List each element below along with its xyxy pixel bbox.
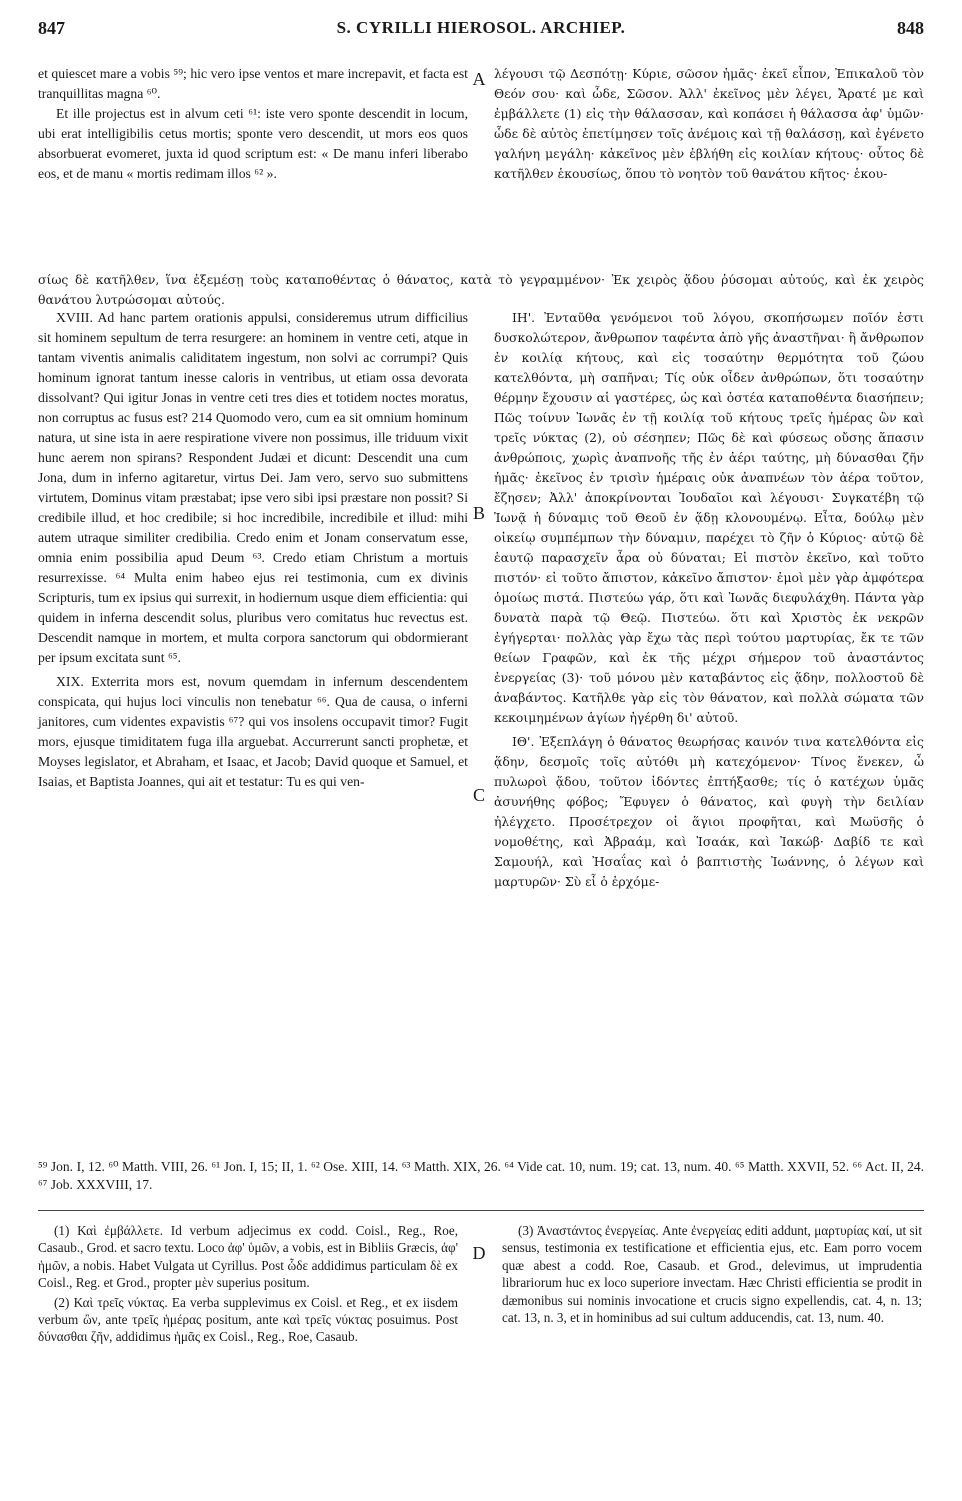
latin-section-xviii: XVIII. Ad hanc partem orationis appulsi, consideremus utrum difficilius sit hominem sepultum de terra resurgere: an hominem in ventre ceti, atque in tantam viventis animalis caliditatem ingestum, non solvi ac corrumpi? Quis hominum ignorat tantum inesse caloris in ventribus, ut etiam ossa devorata dissolvant? Qui igitur Jonas in ventre ceti tres dies et totidem noctes moratus, non corruptus ac fusus est? 214 Quomodo vero, cum ea sit omnium hominum natura, ut sine ista in aere respiratione vivere non possimus, ille triduum vixit hunc aerem non spirans? Respondent Judæi et dicunt: Descendit una cum Jona, dum in inferno agitaretur, virtus Dei. Jam vero, servo suo submittens virtutem, Dominus vitam præstabat; ipse vero sibi ipsi præstare non possit? Si credibile illud, et hoc credibile; si hoc incredibile, incredibile et illud: mihi autem utraque similiter credibilia. Credo enim et Jonam conservatum esse, omnia enim possibilia apud Deum ⁶³. Credo etiam Christum a mortuis resurrexisse. ⁶⁴ Multa enim habeo ejus rei testimonia, cum ex divinis Scripturis, tum ex ipsius qui surrexit, in hodiernum usque diem efficientia: qui quidem in inferna descendit solus, pluribus vero comitatus huc revectus est. Descendit namque in mortem, et multa corpora sanctorum qui obdormierant per ipsum excitata sunt ⁶⁵. [38, 310, 468, 665]
footnote-3: (3) Ἀναστάντος ἐνεργείας. Ante ἐνεργείας editi addunt, μαρτυρίας καί, ut sit sensus, testimonia ex testificatione et efficientia ejus, etc. Eam porro vocem quæ abest a codd. Roe, Casaub. et Grod., delevimus, ut imprudentia librariorum huc ex loco superiore invectam. Hæc Christi efficientia se prodit in dæmonibus sui nominis invocatione et crucis signo expellendis, cat. 4, n. 13; cat. 13, n. 3, et in hominibus ad sui cultum adducendis, cat. 13, num. 40. [502, 1223, 922, 1326]
scripture-references: ⁵⁹ Jon. I, 12. ⁶⁰ Matth. VIII, 26. ⁶¹ Jon. I, 15; II, 1. ⁶² Ose. XIII, 14. ⁶³ Matth. XIX, 26. ⁶⁴ Vide cat. 10, num. 19; cat. 13, num. 40. ⁶⁵ Matth. XXVII, 52. ⁶⁶ Act. II, 24. ⁶⁷ Job. XXXVIII, 17. [38, 1159, 924, 1192]
greek-column-top [494, 64, 924, 184]
greek-section-ith: ΙΘ'. Ἐξεπλάγη ὁ θάνατος θεωρήσας καινόν τινα κατελθόντα εἰς ᾅδην, δεσμοῖς τοῖς αὐτόθι μὴ κατεχόμενον· Τίνος ἕνεκεν, ὦ πυλωροὶ ᾅδου, τοῦτον ἰδόντες ἐπτήξασθε; τίς ὁ κατέχων ὑμᾶς ἀσυνήθης φόβος; Ἔφυγεν ὁ θάνατος, καὶ φυγὴ τὴν δειλίαν ἠλέγχετο. Προσέτρεχον οἱ ἅγιοι προφῆται, καὶ Μωϋσῆς ὁ νομοθέτης, καὶ Ἀβραάμ, καὶ Ἰσαάκ, καὶ Ἰακώβ· Δαβίδ τε καὶ Σαμουήλ, καὶ Ἠσαΐας καὶ ὁ βαπτιστὴς Ἰωάννης, ὁ λέγων καὶ μαρτυρῶν· Σὺ εἶ ὁ ἐρχόμε- [494, 734, 924, 889]
margin-letter-c: C [472, 785, 485, 805]
latin-column-main [38, 308, 468, 792]
page-header [38, 10, 924, 50]
greek-paragraph: λέγουσι τῷ Δεσπότῃ· Κύριε, σῶσον ἡμᾶς· ἐκεῖ εἶπον, Ἐπικαλοῦ τὸν Θεόν σου· καὶ ὧδε, Σῶσον. Ἀλλ' ἐκεῖνος μὲν λέγει, Ἄρατέ με καὶ ἐμβάλλετε (1) εἰς τὴν θάλασσαν, καὶ κοπάσει ἡ θάλασσα ἀφ' ὑμῶν· ὧδε δὲ αὐτὸς ἐπετίμησεν τοῖς ἀνέμοις καὶ τῇ θαλάσσῃ, καὶ ἐγένετο γαλήνη μεγάλη· κἀκεῖνος μὲν ἐβλήθη εἰς κοιλίαν κήτους· οὗτος δὲ κατῆλθεν ἑκουσίως, ὅπου τὸ νοητὸν τοῦ θανάτου κῆτος· ἑκου- [494, 66, 924, 181]
footnotes-right [502, 1222, 922, 1328]
footnote-1: (1) Καὶ ἐμβάλλετε. Id verbum adjecimus ex codd. Coisl., Reg., Roe, Casaub., Grod. et sacro textu. Loco ἀφ' ὑμῶν, a vobis, est in Bibliis Græcis, ἀφ' ἡμῶν, a nobis. Habet Vulgata ut Cyrillus. Post ὧδε addidimus particulam δὲ ex Coisl., Reg. et Grod., propter μὲν superius positum. [38, 1223, 458, 1291]
latin-paragraph: et quiescet mare a vobis ⁵⁹; hic vero ipse ventos et mare increpavit, et facta est tranquillitas magna ⁶⁰. [38, 66, 468, 101]
greek-section-iii: ΙΗ'. Ἐνταῦθα γενόμενοι τοῦ λόγου, σκοπήσωμεν ποῖόν ἐστι δυσκολώτερον, ἄνθρωπον ταφέντα ἀπὸ γῆς ἀναστῆναι· ἢ ἄνθρωπον ἐν κοιλίᾳ κήτους, καὶ εἰς τοσαύτην θερμότητα τοῦ ζώου κατελθόντα, μὴ σαπῆναι; Τίς οὐκ οἶδεν ἀνθρώπων, ὅτι τοσαύτην θέρμην ἔχουσιν αἱ γαστέρες, ὡς καὶ ὀστέα καταποθέντα διασήπειν; Πῶς τοίνυν Ἰωνᾶς ἐν τῇ κοιλίᾳ τοῦ κήτους τρεῖς ἡμέρας ὢν καὶ τρεῖς νύκτας (2), οὐ σέσηπεν; Πῶς δὲ καὶ φύσεως οὔσης ἅπασιν ἀνθρώποις, χωρὶς ἀναπνοῆς τῆς ἐν ἀέρι ταύτης, μὴ δύνασθαι ζῆν ἡμᾶς· ἐκεῖνος ἐν τρισὶν ἡμέραις οὐκ ἀναπνέων τὸν ἀέρα τοῦτον, ἔζησεν; Ἀλλ' ἀποκρίνονται Ἰουδαῖοι καὶ λέγουσι· Συγκατέβη τῷ Ἰωνᾷ ἡ δύναμις τοῦ Θεοῦ ἐν ᾅδῃ κλονουμένῳ. Εἶτα, δούλῳ μὲν οἰκείῳ συμπέμπων τὴν δύναμιν, παρέχει τὸ ζῆν ὁ Κύριος· αὐτῷ δὲ ἑαυτῷ παρασχεῖν ἆρα οὐ δύναται; Εἰ πιστὸν ἐκεῖνο, καὶ τοῦτο πιστόν· εἰ τοῦτο ἄπιστον, κἀκεῖνο ἄπιστον· ἐμοὶ μὲν γὰρ ἀμφότερα ὁμοίως πιστά. Πιστεύω γάρ, ὅτι καὶ Ἰωνᾶς διεφυλάχθη. Πάντα γὰρ δυνατὰ παρὰ τῷ Θεῷ. Πιστεύω. ὅτι καὶ Χριστὸς ἐκ νεκρῶν ἐγήγερται· πολλὰς γὰρ ἔχω τὰς περὶ τούτου μαρτυρίας, ἔκ τε τῶν θείων Γραφῶν, καὶ ἐκ τῆς μέχρι σήμερον τοῦ ἀναστάντος ἐνεργείας (3)· τοῦ μόνου μὲν καταβάντος εἰς ᾅδην, πολλοστοῦ δὲ ἀναβάντος. Κατῆλθε γὰρ εἰς τὸν θάνατον, καὶ πολλὰ σώματα τῶν κεκοιμημένων ἁγίων ἠγέρθη δι' αὐτοῦ. [494, 310, 924, 725]
margin-letter-a: A [472, 69, 486, 89]
latin-column-top [38, 64, 468, 184]
footnote-separator [38, 1210, 924, 1211]
greek-column-main [494, 308, 924, 892]
margin-letter-d: D [472, 1243, 486, 1263]
latin-section-xix: XIX. Exterrita mors est, novum quemdam in infernum descendentem conspicata, qui hujus loci vinculis non tenebatur ⁶⁶. Qua de causa, o inferni janitores, cum videntes expavistis ⁶⁷? qui vos insolens occupavit timor? Fugit mors, ejusque timiditatem fuga illa arguebat. Accurrerunt sancti prophetæ, et Moyses legislator, et Abraham, et Isaac, et Jacob; David quoque et Samuel, et Isaias, et Baptista Joannes, qui ait et testatur: Tu es qui ven- [38, 674, 468, 789]
footnotes-left [38, 1222, 458, 1348]
running-title: S. CYRILLI HIEROSOL. ARCHIEP. [336, 18, 626, 37]
page-number-left: 847 [38, 18, 65, 38]
greek-full-width-line: σίως δὲ κατῆλθεν, ἵνα ἐξεμέσῃ τοὺς καταποθέντας ὁ θάνατος, κατὰ τὸ γεγραμμένον· Ἐκ χειρὸς ᾅδου ῥύσομαι αὐτούς, καὶ ἐκ χειρὸς θανάτου λυτρώσομαι αὐτούς. [38, 272, 924, 307]
page-number-right: 848 [897, 18, 924, 38]
latin-paragraph: Et ille projectus est in alvum ceti ⁶¹: iste vero sponte descendit in locum, ubi erat intelligibilis cetus mortis; sponte vero descendit, ut mors eos quos absorbuerat evomeret, juxta id quod scriptum est: « De manu inferi liberabo eos, et de manu « mortis redimam illos ⁶² ». [38, 106, 468, 181]
footnote-2: (2) Καὶ τρεῖς νύκτας. Ea verba supplevimus ex Coisl. et Reg., et ex iisdem verbum ὢν, ante τρεῖς ἡμέρας positum, ante καὶ τρεῖς νύκτας posuimus. Post δύνασθαι ζῆν, addidimus ἡμᾶς ex Coisl., Reg., Roe, Casaub. [38, 1294, 458, 1345]
margin-letter-b: B [472, 503, 485, 523]
